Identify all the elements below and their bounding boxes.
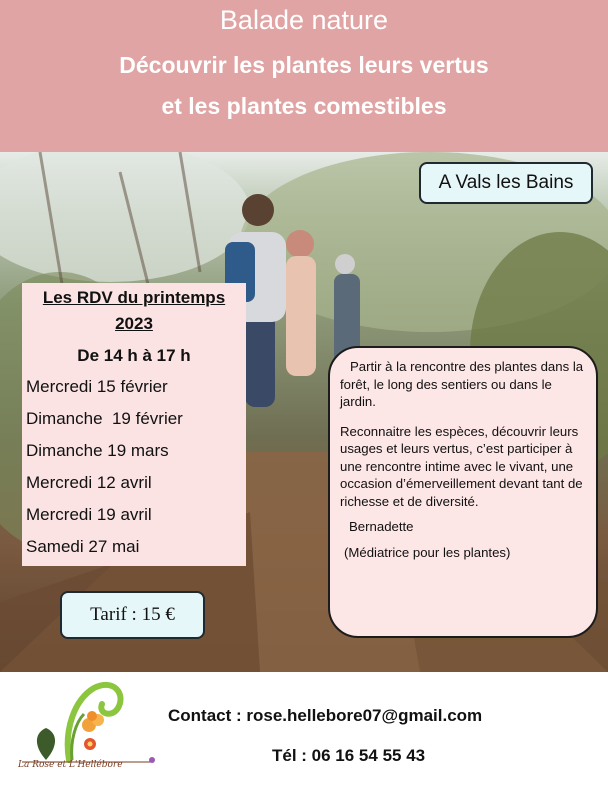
schedule-panel [22, 283, 246, 566]
subtitle-line-1: Découvrir les plantes leurs vertus [119, 52, 489, 78]
description-paragraph-1: Partir à la rencontre des plantes dans la forêt, le long des sentiers ou dans le jardin. [340, 359, 584, 409]
contact-email[interactable]: Contact : rose.hellebore07@gmail.com [168, 706, 483, 725]
logo-text: La Rose et L'Hellébore [18, 760, 123, 770]
contact-phone[interactable]: Tél : 06 16 54 55 43 [272, 746, 426, 765]
schedule-date: Mercredi 12 avril [26, 473, 152, 492]
schedule-title-line-2: 2023 [115, 314, 153, 333]
description-panel [328, 346, 598, 638]
schedule-date: Mercredi 15 février [26, 377, 168, 396]
author-role: (Médiatrice pour les plantes) [344, 544, 511, 560]
description-paragraph-2: Reconnaitre les espèces, découvrir leurs usages et leurs vertus, c’est participer à une rencontre intime avec le vivant, une occasion d’émerveillement devant tant de richesse et de diversité. [340, 423, 583, 509]
schedule-title-line-1: Les RDV du printemps [42, 288, 226, 307]
location-badge: A Vals les Bains [419, 162, 593, 204]
price-badge: Tarif : 15 € [60, 591, 205, 639]
header-banner [0, 0, 608, 152]
schedule-date: Dimanche 19 février [26, 409, 183, 428]
schedule-date: Mercredi 19 avril [26, 505, 152, 524]
schedule-date: Samedi 27 mai [26, 537, 140, 556]
subtitle-line-2: et les plantes comestibles [161, 93, 447, 119]
schedule-hours: De 14 h à 17 h [77, 346, 191, 365]
page-title: Balade nature [219, 5, 389, 35]
schedule-date: Dimanche 19 mars [26, 441, 169, 460]
author-name: Bernadette [349, 519, 414, 534]
